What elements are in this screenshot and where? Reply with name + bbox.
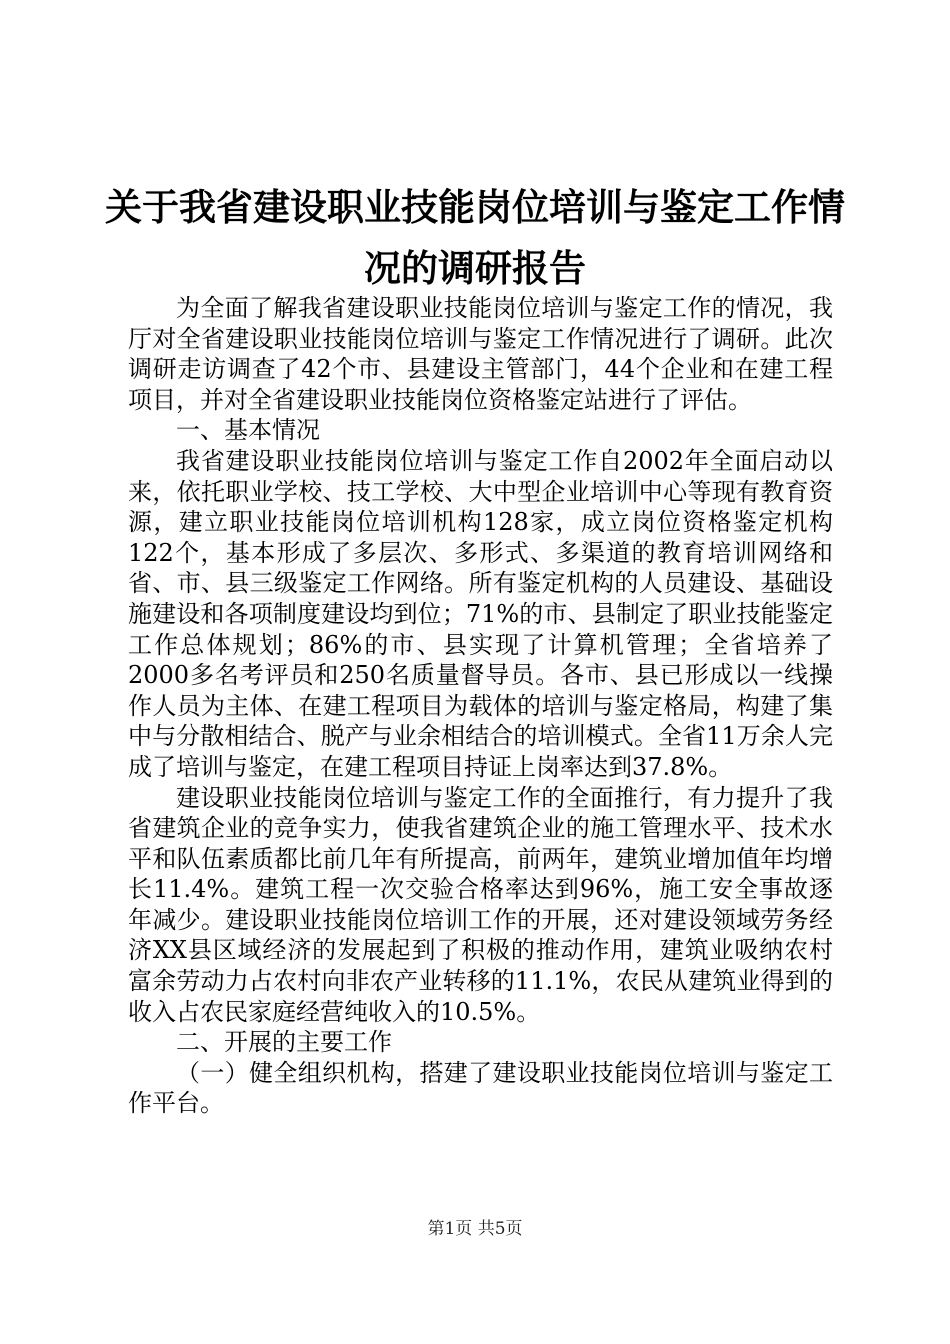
document-body: [128, 293, 833, 1119]
intro-paragraph: 为全面了解我省建设职业技能岗位培训与鉴定工作的情况，我厅对全省建设职业技能岗位培训与鉴定工作情况进行了调研。此次调研走访调查了42个市、县建设主管部门，44个企业和在建工程项目，并对全省建设职业技能岗位资格鉴定站进行了评估。: [128, 294, 833, 414]
section-heading-basic-situation: 一、基本情况: [176, 416, 320, 445]
subsection-heading-organization: （一）健全组织机构，搭建了建设职业技能岗位培训与鉴定工作平台。: [128, 1058, 833, 1118]
impact-paragraph: 建设职业技能岗位培训与鉴定工作的全面推行，有力提升了我省建筑企业的竞争实力，使我省建筑企业的施工管理水平、技术水平和队伍素质都比前几年有所提高，前两年，建筑业增加值年均增长11.4%。建筑工程一次交验合格率达到96%，施工安全事故逐年减少。建设职业技能岗位培训工作的开展，还对建设领域劳务经济XX县区域经济的发展起到了积极的推动作用，建筑业吸纳农村富余劳动力占农村向非农产业转移的11.1%，农民从建筑业得到的收入占农民家庭经营纯收入的10.5%。: [128, 783, 833, 1026]
page-footer: 第1页 共5页: [427, 1219, 523, 1239]
section-heading-main-work: 二、开展的主要工作: [176, 1028, 392, 1057]
document-title-line-2: 况的调研报告: [364, 247, 586, 290]
basic-situation-paragraph: 我省建设职业技能岗位培训与鉴定工作自2002年全面启动以来，依托职业学校、技工学校、大中型企业培训中心等现有教育资源，建立职业技能岗位培训机构128家，成立岗位资格鉴定机构122个，基本形成了多层次、多形式、多渠道的教育培训网络和省、市、县三级鉴定工作网络。所有鉴定机构的人员建设、基础设施建设和各项制度建设均到位；71%的市、县制定了职业技能鉴定工作总体规划；86%的市、县实现了计算机管理；全省培养了2000多名考评员和250名质量督导员。各市、县已形成以一线操作人员为主体、在建工程项目为载体的培训与鉴定格局，构建了集中与分散相结合、脱产与业余相结合的培训模式。全省11万余人完成了培训与鉴定，在建工程项目持证上岗率达到37.8%。: [128, 446, 833, 781]
document-title-line-1: 关于我省建设职业技能岗位培训与鉴定工作情: [105, 186, 845, 229]
